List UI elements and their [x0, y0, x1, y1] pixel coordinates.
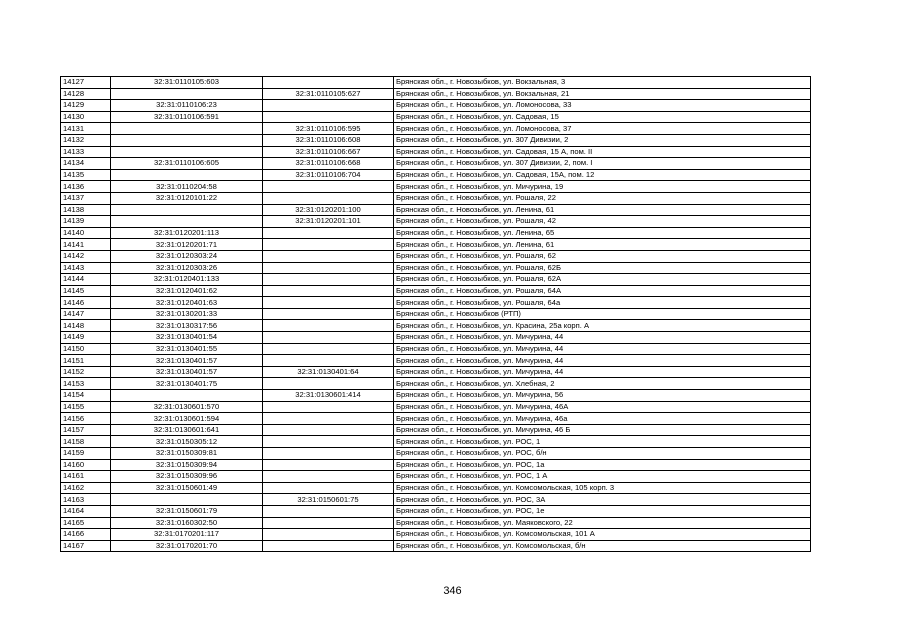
cadastral-number-cell: 32:31:0150309:96	[111, 471, 263, 483]
row-number-cell: 14163	[61, 494, 111, 506]
cadastral-number-cell: 32:31:0120401:62	[111, 285, 263, 297]
address-cell: Брянская обл., г. Новозыбков, ул. Рошаля, 62А	[394, 274, 811, 286]
building-cadastral-number-cell	[263, 274, 394, 286]
building-cadastral-number-cell	[263, 459, 394, 471]
row-number-cell: 14145	[61, 285, 111, 297]
address-cell: Брянская обл., г. Новозыбков, ул. Рошаля, 62Б	[394, 262, 811, 274]
building-cadastral-number-cell	[263, 181, 394, 193]
table-row	[61, 436, 811, 448]
table-row	[61, 262, 811, 274]
row-number-cell: 14153	[61, 378, 111, 390]
address-cell: Брянская обл., г. Новозыбков, ул. Садовая, 15А, пом. 12	[394, 169, 811, 181]
table-row	[61, 297, 811, 309]
table-row	[61, 239, 811, 251]
cadastral-number-cell: 32:31:0110105:603	[111, 77, 263, 89]
building-cadastral-number-cell	[263, 320, 394, 332]
row-number-cell: 14167	[61, 540, 111, 552]
cadastral-number-cell	[111, 390, 263, 402]
building-cadastral-number-cell: 32:31:0130601:414	[263, 390, 394, 402]
table-row	[61, 123, 811, 135]
row-number-cell: 14161	[61, 471, 111, 483]
cadastral-number-cell: 32:31:0120101:22	[111, 192, 263, 204]
building-cadastral-number-cell	[263, 332, 394, 344]
cadastral-number-cell: 32:31:0130401:54	[111, 332, 263, 344]
table-row	[61, 192, 811, 204]
table-row	[61, 413, 811, 425]
cadastral-number-cell: 32:31:0150309:81	[111, 448, 263, 460]
row-number-cell: 14142	[61, 250, 111, 262]
row-number-cell: 14154	[61, 390, 111, 402]
address-cell: Брянская обл., г. Новозыбков, ул. Маяковского, 22	[394, 517, 811, 529]
table-row	[61, 204, 811, 216]
address-cell: Брянская обл., г. Новозыбков, ул. Вокзальная, 3	[394, 77, 811, 89]
address-cell: Брянская обл., г. Новозыбков, ул. РОС, 1а	[394, 459, 811, 471]
address-cell: Брянская обл., г. Новозыбков (РТП)	[394, 308, 811, 320]
cadastral-number-cell	[111, 88, 263, 100]
cadastral-number-cell: 32:31:0120401:133	[111, 274, 263, 286]
cadastral-number-cell: 32:31:0110106:23	[111, 100, 263, 112]
row-number-cell: 14150	[61, 343, 111, 355]
table-row	[61, 285, 811, 297]
address-cell: Брянская обл., г. Новозыбков, ул. Садовая, 15	[394, 111, 811, 123]
table-row	[61, 216, 811, 228]
building-cadastral-number-cell	[263, 540, 394, 552]
address-cell: Брянская обл., г. Новозыбков, ул. Красина, 25а корп. А	[394, 320, 811, 332]
table-row	[61, 494, 811, 506]
cadastral-number-cell: 32:31:0150601:49	[111, 482, 263, 494]
table-row	[61, 227, 811, 239]
address-cell: Брянская обл., г. Новозыбков, ул. Ленина, 61	[394, 239, 811, 251]
building-cadastral-number-cell	[263, 111, 394, 123]
address-cell: Брянская обл., г. Новозыбков, ул. 307 Дивизии, 2	[394, 134, 811, 146]
row-number-cell: 14143	[61, 262, 111, 274]
cadastral-number-cell: 32:31:0120401:63	[111, 297, 263, 309]
building-cadastral-number-cell	[263, 436, 394, 448]
address-cell: Брянская обл., г. Новозыбков, ул. Мичурина, 46 Б	[394, 424, 811, 436]
row-number-cell: 14147	[61, 308, 111, 320]
table-row	[61, 517, 811, 529]
row-number-cell: 14164	[61, 505, 111, 517]
table-row	[61, 250, 811, 262]
address-cell: Брянская обл., г. Новозыбков, ул. Комсомольская, б/н	[394, 540, 811, 552]
cadastral-number-cell: 32:31:0130401:75	[111, 378, 263, 390]
table-row	[61, 88, 811, 100]
building-cadastral-number-cell	[263, 227, 394, 239]
building-cadastral-number-cell	[263, 413, 394, 425]
row-number-cell: 14166	[61, 529, 111, 541]
row-number-cell: 14151	[61, 355, 111, 367]
cadastral-number-cell: 32:31:0130317:56	[111, 320, 263, 332]
cadastral-number-cell: 32:31:0150309:94	[111, 459, 263, 471]
building-cadastral-number-cell	[263, 517, 394, 529]
row-number-cell: 14130	[61, 111, 111, 123]
cadastral-number-cell: 32:31:0170201:70	[111, 540, 263, 552]
address-cell: Брянская обл., г. Новозыбков, ул. Мичурина, 44	[394, 355, 811, 367]
table-row	[61, 134, 811, 146]
address-cell: Брянская обл., г. Новозыбков, ул. Мичурина, 56	[394, 390, 811, 402]
building-cadastral-number-cell	[263, 401, 394, 413]
row-number-cell: 14139	[61, 216, 111, 228]
table-row	[61, 111, 811, 123]
table-row	[61, 390, 811, 402]
address-cell: Брянская обл., г. Новозыбков, ул. Вокзальная, 21	[394, 88, 811, 100]
cadastral-number-cell: 32:31:0130601:594	[111, 413, 263, 425]
cadastral-number-cell: 32:31:0120303:26	[111, 262, 263, 274]
building-cadastral-number-cell: 32:31:0120201:100	[263, 204, 394, 216]
table-row	[61, 471, 811, 483]
address-cell: Брянская обл., г. Новозыбков, ул. Ломоносова, 33	[394, 100, 811, 112]
building-cadastral-number-cell	[263, 505, 394, 517]
address-cell: Брянская обл., г. Новозыбков, ул. РОС, 1е	[394, 505, 811, 517]
cadastral-number-cell	[111, 169, 263, 181]
row-number-cell: 14148	[61, 320, 111, 332]
address-cell: Брянская обл., г. Новозыбков, ул. Ленина, 65	[394, 227, 811, 239]
cadastral-number-cell: 32:31:0110106:605	[111, 158, 263, 170]
address-cell: Брянская обл., г. Новозыбков, ул. Ленина, 61	[394, 204, 811, 216]
row-number-cell: 14128	[61, 88, 111, 100]
table-row	[61, 424, 811, 436]
address-cell: Брянская обл., г. Новозыбков, ул. Рошаля, 64А	[394, 285, 811, 297]
table-row	[61, 482, 811, 494]
row-number-cell: 14133	[61, 146, 111, 158]
cadastral-number-cell: 32:31:0150601:79	[111, 505, 263, 517]
property-table-body	[61, 77, 811, 552]
table-row	[61, 181, 811, 193]
cadastral-number-cell: 32:31:0130601:570	[111, 401, 263, 413]
building-cadastral-number-cell: 32:31:0110106:704	[263, 169, 394, 181]
building-cadastral-number-cell	[263, 192, 394, 204]
cadastral-number-cell	[111, 494, 263, 506]
table-row	[61, 459, 811, 471]
table-row	[61, 100, 811, 112]
cadastral-number-cell: 32:31:0130401:55	[111, 343, 263, 355]
cadastral-number-cell	[111, 123, 263, 135]
cadastral-number-cell: 32:31:0150305:12	[111, 436, 263, 448]
cadastral-number-cell: 32:31:0170201:117	[111, 529, 263, 541]
table-row	[61, 308, 811, 320]
building-cadastral-number-cell	[263, 424, 394, 436]
row-number-cell: 14144	[61, 274, 111, 286]
cadastral-number-cell: 32:31:0110106:591	[111, 111, 263, 123]
cadastral-number-cell: 32:31:0160302:50	[111, 517, 263, 529]
address-cell: Брянская обл., г. Новозыбков, ул. РОС, 3А	[394, 494, 811, 506]
building-cadastral-number-cell	[263, 77, 394, 89]
building-cadastral-number-cell: 32:31:0130401:64	[263, 366, 394, 378]
row-number-cell: 14156	[61, 413, 111, 425]
row-number-cell: 14137	[61, 192, 111, 204]
building-cadastral-number-cell: 32:31:0120201:101	[263, 216, 394, 228]
table-row	[61, 378, 811, 390]
row-number-cell: 14159	[61, 448, 111, 460]
cadastral-number-cell: 32:31:0130601:641	[111, 424, 263, 436]
table-row	[61, 158, 811, 170]
building-cadastral-number-cell	[263, 100, 394, 112]
row-number-cell: 14129	[61, 100, 111, 112]
building-cadastral-number-cell: 32:31:0110106:595	[263, 123, 394, 135]
address-cell: Брянская обл., г. Новозыбков, ул. Рошаля, 42	[394, 216, 811, 228]
building-cadastral-number-cell	[263, 285, 394, 297]
building-cadastral-number-cell: 32:31:0110105:627	[263, 88, 394, 100]
building-cadastral-number-cell	[263, 297, 394, 309]
address-cell: Брянская обл., г. Новозыбков, ул. Рошаля, 64а	[394, 297, 811, 309]
address-cell: Брянская обл., г. Новозыбков, ул. Хлебная, 2	[394, 378, 811, 390]
address-cell: Брянская обл., г. Новозыбков, ул. Рошаля, 22	[394, 192, 811, 204]
table-row	[61, 529, 811, 541]
address-cell: Брянская обл., г. Новозыбков, ул. Рошаля, 62	[394, 250, 811, 262]
address-cell: Брянская обл., г. Новозыбков, ул. Садовая, 15 А, пом. II	[394, 146, 811, 158]
building-cadastral-number-cell: 32:31:0110106:608	[263, 134, 394, 146]
building-cadastral-number-cell	[263, 262, 394, 274]
row-number-cell: 14141	[61, 239, 111, 251]
table-row	[61, 448, 811, 460]
cadastral-number-cell	[111, 216, 263, 228]
address-cell: Брянская обл., г. Новозыбков, ул. Мичурина, 44	[394, 343, 811, 355]
building-cadastral-number-cell: 32:31:0150601:75	[263, 494, 394, 506]
table-row	[61, 169, 811, 181]
table-row	[61, 274, 811, 286]
table-row	[61, 505, 811, 517]
address-cell: Брянская обл., г. Новозыбков, ул. Мичурина, 46а	[394, 413, 811, 425]
row-number-cell: 14146	[61, 297, 111, 309]
cadastral-number-cell	[111, 146, 263, 158]
address-cell: Брянская обл., г. Новозыбков, ул. Комсомольская, 101 А	[394, 529, 811, 541]
row-number-cell: 14149	[61, 332, 111, 344]
row-number-cell: 14152	[61, 366, 111, 378]
row-number-cell: 14138	[61, 204, 111, 216]
row-number-cell: 14162	[61, 482, 111, 494]
table-row	[61, 401, 811, 413]
row-number-cell: 14136	[61, 181, 111, 193]
building-cadastral-number-cell	[263, 239, 394, 251]
table-row	[61, 332, 811, 344]
cadastral-number-cell: 32:31:0120201:113	[111, 227, 263, 239]
table-row	[61, 540, 811, 552]
building-cadastral-number-cell	[263, 355, 394, 367]
address-cell: Брянская обл., г. Новозыбков, ул. Мичурина, 44	[394, 366, 811, 378]
cadastral-number-cell: 32:31:0120201:71	[111, 239, 263, 251]
building-cadastral-number-cell	[263, 250, 394, 262]
table-row	[61, 343, 811, 355]
property-table	[60, 76, 811, 552]
cadastral-number-cell: 32:31:0120303:24	[111, 250, 263, 262]
row-number-cell: 14134	[61, 158, 111, 170]
building-cadastral-number-cell	[263, 308, 394, 320]
address-cell: Брянская обл., г. Новозыбков, ул. Мичурина, 19	[394, 181, 811, 193]
building-cadastral-number-cell	[263, 471, 394, 483]
row-number-cell: 14165	[61, 517, 111, 529]
page-number: 346	[443, 585, 462, 597]
address-cell: Брянская обл., г. Новозыбков, ул. Комсомольская, 105 корп. 3	[394, 482, 811, 494]
cadastral-number-cell	[111, 134, 263, 146]
row-number-cell: 14132	[61, 134, 111, 146]
cadastral-number-cell: 32:31:0130401:57	[111, 366, 263, 378]
address-cell: Брянская обл., г. Новозыбков, ул. РОС, 1 А	[394, 471, 811, 483]
row-number-cell: 14140	[61, 227, 111, 239]
building-cadastral-number-cell	[263, 378, 394, 390]
row-number-cell: 14135	[61, 169, 111, 181]
address-cell: Брянская обл., г. Новозыбков, ул. РОС, 1	[394, 436, 811, 448]
row-number-cell: 14127	[61, 77, 111, 89]
cadastral-number-cell: 32:31:0130401:57	[111, 355, 263, 367]
building-cadastral-number-cell	[263, 482, 394, 494]
address-cell: Брянская обл., г. Новозыбков, ул. Мичурина, 46А	[394, 401, 811, 413]
cadastral-number-cell: 32:31:0130201:33	[111, 308, 263, 320]
table-row	[61, 146, 811, 158]
building-cadastral-number-cell: 32:31:0110106:667	[263, 146, 394, 158]
row-number-cell: 14160	[61, 459, 111, 471]
address-cell: Брянская обл., г. Новозыбков, ул. Мичурина, 44	[394, 332, 811, 344]
building-cadastral-number-cell: 32:31:0110106:668	[263, 158, 394, 170]
row-number-cell: 14155	[61, 401, 111, 413]
table-row	[61, 320, 811, 332]
cadastral-number-cell	[111, 204, 263, 216]
building-cadastral-number-cell	[263, 448, 394, 460]
building-cadastral-number-cell	[263, 343, 394, 355]
address-cell: Брянская обл., г. Новозыбков, ул. Ломоносова, 37	[394, 123, 811, 135]
row-number-cell: 14158	[61, 436, 111, 448]
row-number-cell: 14131	[61, 123, 111, 135]
building-cadastral-number-cell	[263, 529, 394, 541]
cadastral-number-cell: 32:31:0110204:58	[111, 181, 263, 193]
row-number-cell: 14157	[61, 424, 111, 436]
table-row	[61, 77, 811, 89]
table-row	[61, 366, 811, 378]
table-row	[61, 355, 811, 367]
address-cell: Брянская обл., г. Новозыбков, ул. РОС, б/н	[394, 448, 811, 460]
address-cell: Брянская обл., г. Новозыбков, ул. 307 Дивизии, 2, пом. I	[394, 158, 811, 170]
